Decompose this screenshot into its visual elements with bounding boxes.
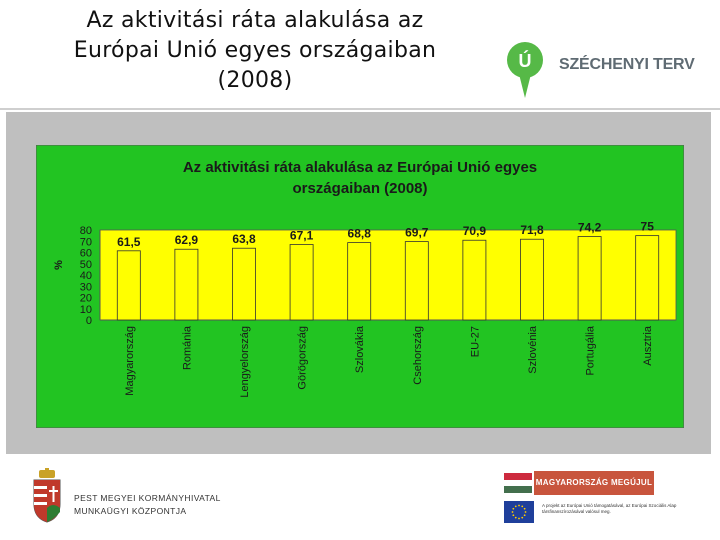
- chart-title-line-2: országaiban (2008): [292, 180, 428, 197]
- eu-star: [512, 511, 514, 513]
- y-tick-label: 80: [79, 225, 92, 237]
- szechenyi-logo-text: SZÉCHENYI TERV: [559, 56, 695, 73]
- y-tick-label: 0: [85, 315, 92, 327]
- eu-star: [521, 505, 523, 507]
- x-tick-label: Csehország: [411, 326, 424, 385]
- bar: [636, 236, 659, 320]
- x-tick-label: Portugália: [584, 326, 597, 376]
- bar-chart: [36, 145, 684, 428]
- data-label: 62,9: [174, 233, 199, 248]
- slide-title: Az aktivitási ráta alakulása az Európai Unió egyes országaiban (2008): [73, 8, 437, 93]
- szechenyi-mark-icon: [505, 40, 545, 102]
- bar: [175, 249, 198, 320]
- data-label: 67,1: [289, 228, 314, 243]
- bar: [520, 239, 543, 320]
- eu-star: [512, 508, 514, 510]
- y-tick-label: 10: [79, 303, 92, 316]
- szechenyi-terv-logo: [505, 40, 705, 102]
- szechenyi-mark-text: Ú: [518, 51, 532, 71]
- data-label: 63,8: [232, 232, 256, 247]
- hungarian-flag-icon: [504, 473, 532, 493]
- eu-star: [518, 518, 520, 520]
- office-name: PEST MEGYEI KORMÁNYHIVATAL MUNKAÜGYI KÖZPONTJA: [74, 493, 221, 516]
- x-tick-label: Görögország: [296, 326, 309, 390]
- eu-star: [525, 511, 527, 513]
- bar: [405, 242, 428, 320]
- data-label: 74,2: [577, 220, 602, 235]
- y-tick-label: 40: [79, 270, 92, 282]
- bar: [232, 248, 255, 320]
- data-label: 69,7: [405, 225, 429, 240]
- y-tick-label: 30: [79, 281, 92, 294]
- y-tick-labels: [80, 225, 92, 327]
- y-axis-label: %: [53, 260, 65, 270]
- eu-star: [518, 505, 520, 507]
- eu-star: [512, 514, 514, 516]
- pest-megyei-logo: [30, 468, 280, 528]
- eu-star: [515, 505, 517, 507]
- data-label: 70,9: [462, 224, 487, 239]
- coat-of-arms-icon: [30, 468, 64, 524]
- bar: [290, 245, 313, 320]
- data-label: 61,5: [117, 234, 141, 249]
- y-tick-label: 60: [79, 247, 92, 260]
- eu-star: [524, 514, 526, 516]
- y-tick-label: 70: [79, 236, 92, 249]
- funding-logos: [500, 468, 700, 528]
- data-label: 75: [640, 219, 654, 234]
- bar: [117, 251, 140, 320]
- x-tick-label: Lengyelország: [239, 326, 251, 398]
- x-tick-label: Szlovénia: [527, 326, 539, 374]
- bar: [578, 237, 601, 320]
- bar: [463, 240, 486, 320]
- x-tick-label: Ausztria: [642, 326, 655, 366]
- eu-star: [521, 517, 523, 519]
- x-tick-label: EU-27: [469, 326, 482, 358]
- y-tick-label: 20: [79, 292, 92, 305]
- header-divider: [0, 108, 720, 110]
- data-label: 68,8: [347, 226, 371, 241]
- eu-star: [515, 517, 517, 519]
- data-label: 71,8: [520, 223, 544, 238]
- magyarorszag-megujul-banner: MAGYARORSZÁG MEGÚJUL: [534, 471, 654, 495]
- bar: [348, 243, 371, 320]
- eu-funding-note: A projekt az Európai Unió támogatásával, az Európai Szociális Alap társfinanszírozásával valósul meg.: [542, 503, 677, 514]
- y-tick-label: 50: [79, 258, 92, 271]
- x-tick-label: Magyarország: [123, 326, 136, 396]
- eu-star: [524, 508, 526, 510]
- x-tick-label: Szlovákia: [354, 326, 367, 374]
- chart-title-line-1: Az aktivitási ráta alakulása az Európai Unió egyes: [182, 159, 538, 176]
- eu-flag-icon: [504, 501, 534, 523]
- x-tick-label: Románia: [181, 326, 194, 371]
